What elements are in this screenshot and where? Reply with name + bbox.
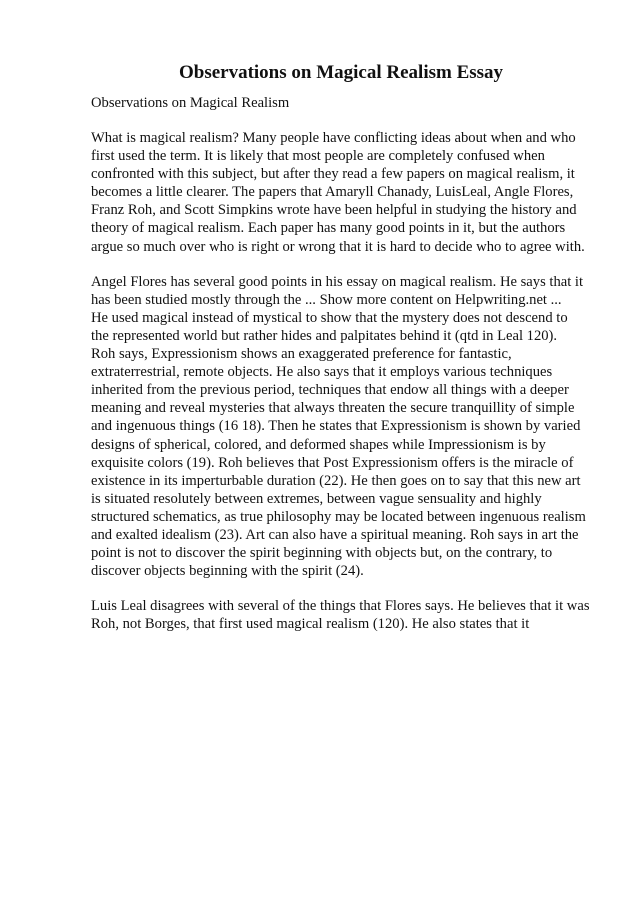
paragraph-line: structured schematics, as true philosophy may be located between ingenuous realism: [91, 508, 586, 525]
paragraph-1: [91, 129, 591, 256]
paragraph-line: Roh says, Expressionism shows an exaggerated preference for fantastic,: [91, 346, 512, 363]
paragraph-line: inherited from the previous period, techniques that endow all things with a deeper: [91, 382, 569, 399]
paragraph-line: existence in its imperturbable duration (22). He then goes on to say that this new art: [91, 472, 581, 489]
document-page: [91, 62, 591, 650]
paragraph-3: [91, 597, 591, 633]
paragraph-line: point is not to discover the spirit beginning with objects but, on the contrary, to: [91, 545, 553, 562]
paragraph-2: [91, 273, 591, 581]
paragraph-line: What is magical realism? Many people have conflicting ideas about when and who: [91, 130, 576, 146]
paragraph-line: theory of magical realism. Each paper has many good points in it, but the authors: [91, 220, 566, 237]
paragraph-line: meaning and reveal mysteries that always threaten the secure tranquillity of simple: [91, 400, 575, 417]
paragraph-line: argue so much over who is right or wrong that it is hard to decide who to agree with.: [91, 238, 585, 255]
document-title: Observations on Magical Realism Essay: [178, 62, 504, 83]
paragraph-line: Roh, not Borges, that first used magical realism (120). He also states that it: [91, 616, 530, 633]
paragraph-line: first used the term. It is likely that most people are completely confused when: [91, 148, 545, 165]
paragraph-line: designs of spherical, colored, and deformed shapes while Impressionism is by: [91, 436, 546, 453]
paragraph-line: extraterrestrial, remote objects. He also says that it employs various techniques: [91, 364, 553, 381]
paragraph-line: has been studied mostly through the ... Show more content on Helpwriting.net ...: [91, 291, 562, 308]
paragraph-line: is situated resolutely between extremes, between vague sensuality and highly: [91, 490, 542, 507]
paragraph-line: He used magical instead of mystical to show that the mystery does not descend to: [91, 309, 568, 326]
paragraph-line: and ingenuous things (16 18). Then he states that Expressionism is shown by varied: [91, 418, 581, 435]
paragraph-line: discover objects beginning with the spirit (24).: [91, 563, 364, 580]
document-subtitle: Observations on Magical Realism: [91, 95, 290, 111]
paragraph-line: becomes a little clearer. The papers that Amaryll Chanady, LuisLeal, Angle Flores,: [91, 184, 574, 201]
paragraph-line: and exalted idealism (23). Art can also have a spiritual meaning. Roh says in art the: [91, 526, 579, 543]
paragraph-line: the represented world but rather hides and palpitates behind it (qtd in Leal 120).: [91, 327, 558, 344]
paragraph-line: Angel Flores has several good points in his essay on magical realism. He says that it: [91, 273, 584, 290]
paragraph-line: confronted with this subject, but after they read a few papers on magical realism, it: [91, 166, 575, 183]
paragraph-line: Luis Leal disagrees with several of the things that Flores says. He believes that it was: [91, 598, 590, 615]
paragraph-line: Franz Roh, and Scott Simpkins wrote have been helpful in studying the history and: [91, 202, 577, 219]
paragraph-line: exquisite colors (19). Roh believes that Post Expressionism offers is the miracle of: [91, 454, 574, 471]
